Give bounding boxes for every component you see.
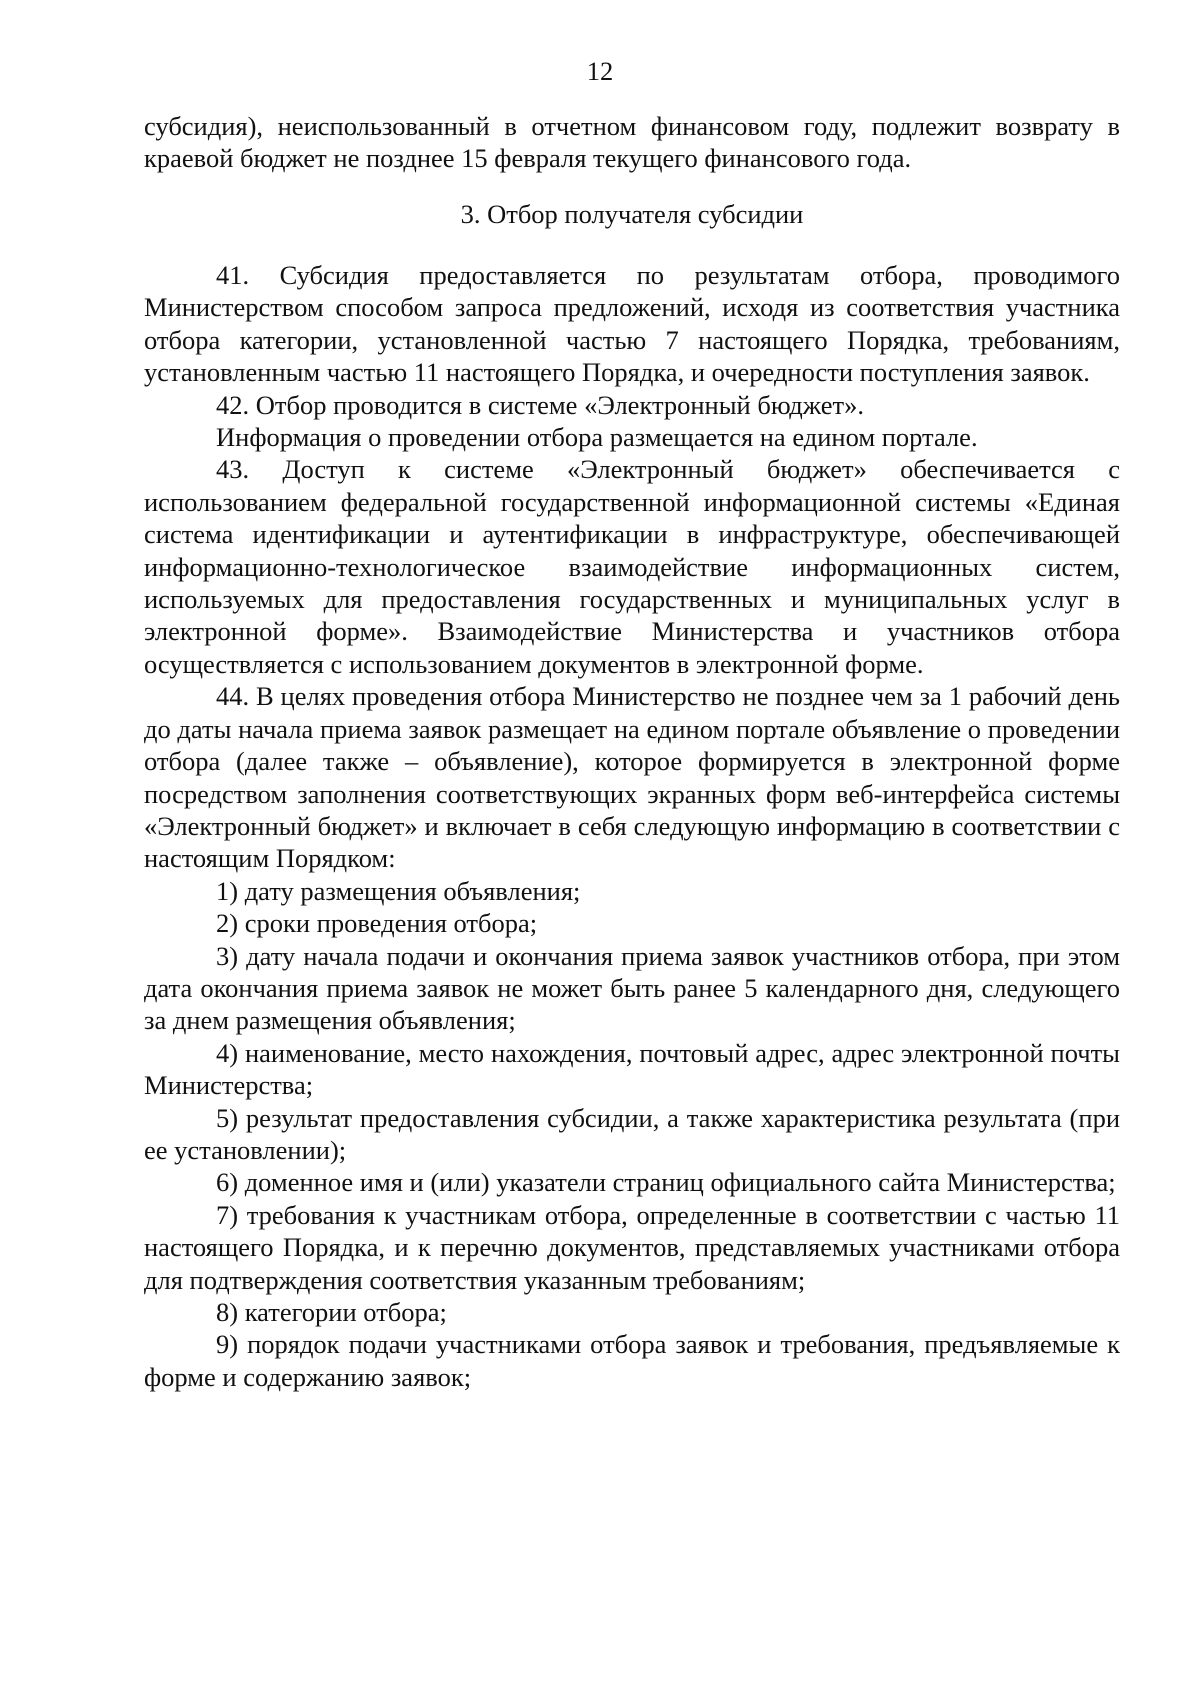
paragraph-44: 44. В целях проведения отбора Министерство не позднее чем за 1 рабочий день до даты начала приема заявок размещает на едином портале объявление о проведении отбора (далее также – объявление), которое формируется в электронной форме посредством заполнения соответствующих экранных форм веб-интерфейса системы «Электронный бюджет» и включает в себя следующую информацию в соответствии с настоящим Порядком: <box>144 681 1120 874</box>
paragraph-42-info: Информация о проведении отбора размещается на едином портале. <box>216 422 978 453</box>
body-text <box>144 259 1120 1393</box>
list-item-9: 9) порядок подачи участниками отбора заявок и требования, предъявляемые к форме и содержанию заявок; <box>144 1329 1120 1392</box>
paragraph-42: 42. Отбор проводится в системе «Электронный бюджет». <box>216 389 864 420</box>
list-item-7: 7) требования к участникам отбора, определенные в соответствии с частью 11 настоящего Порядка, и к перечню документов, представляемых участниками отбора для подтверждения соответствия указанным требованиям; <box>144 1199 1120 1295</box>
intro-paragraph: субсидия), неиспользованный в отчетном финансовом году, подлежит возврату в краевой бюджет не позднее 15 февраля текущего финансового года. <box>144 111 1120 174</box>
list-item-1: 1) дату размещения объявления; <box>216 875 581 906</box>
page-number: 12 <box>586 56 614 86</box>
list-item-6: 6) доменное имя и (или) указатели страниц официального сайта Министерства; <box>216 1167 1116 1198</box>
list-item-8: 8) категории отбора; <box>216 1297 447 1327</box>
list-item-5: 5) результат предоставления субсидии, а также характеристика результата (при ее установлении); <box>144 1102 1120 1165</box>
intro-block <box>144 110 1120 175</box>
paragraph-41: 41. Субсидия предоставляется по результатам отбора, проводимого Министерством способом запроса предложений, исходя из соответствия участника отбора категории, установленной частью 7 настоящего Порядка, требованиям, установленным частью 11 настоящего Порядка, и очередности поступления заявок. <box>144 260 1120 388</box>
list-item-4: 4) наименование, место нахождения, почтовый адрес, адрес электронной почты Министерства; <box>144 1037 1120 1101</box>
paragraph-43: 43. Доступ к системе «Электронный бюджет» обеспечивается с использованием федеральной государственной информационной системы «Единая система идентификации и аутентификации в инфраструктуре, обеспечивающей информационно-технологическое взаимодействие информационных систем, используемых для предоставления государственных и муниципальных услуг в электронной форме». Взаимодействие Министерства и участников отбора осуществляется с использованием документов в электронной форме. <box>144 454 1120 679</box>
section-heading: 3. Отбор получателя субсидии <box>460 199 804 229</box>
list-item-2: 2) сроки проведения отбора; <box>216 908 538 939</box>
list-item-3: 3) дату начала подачи и окончания приема заявок участников отбора, при этом дата окончания приема заявок не может быть ранее 5 календарного дня, следующего за днем размещения объявления; <box>144 940 1120 1036</box>
